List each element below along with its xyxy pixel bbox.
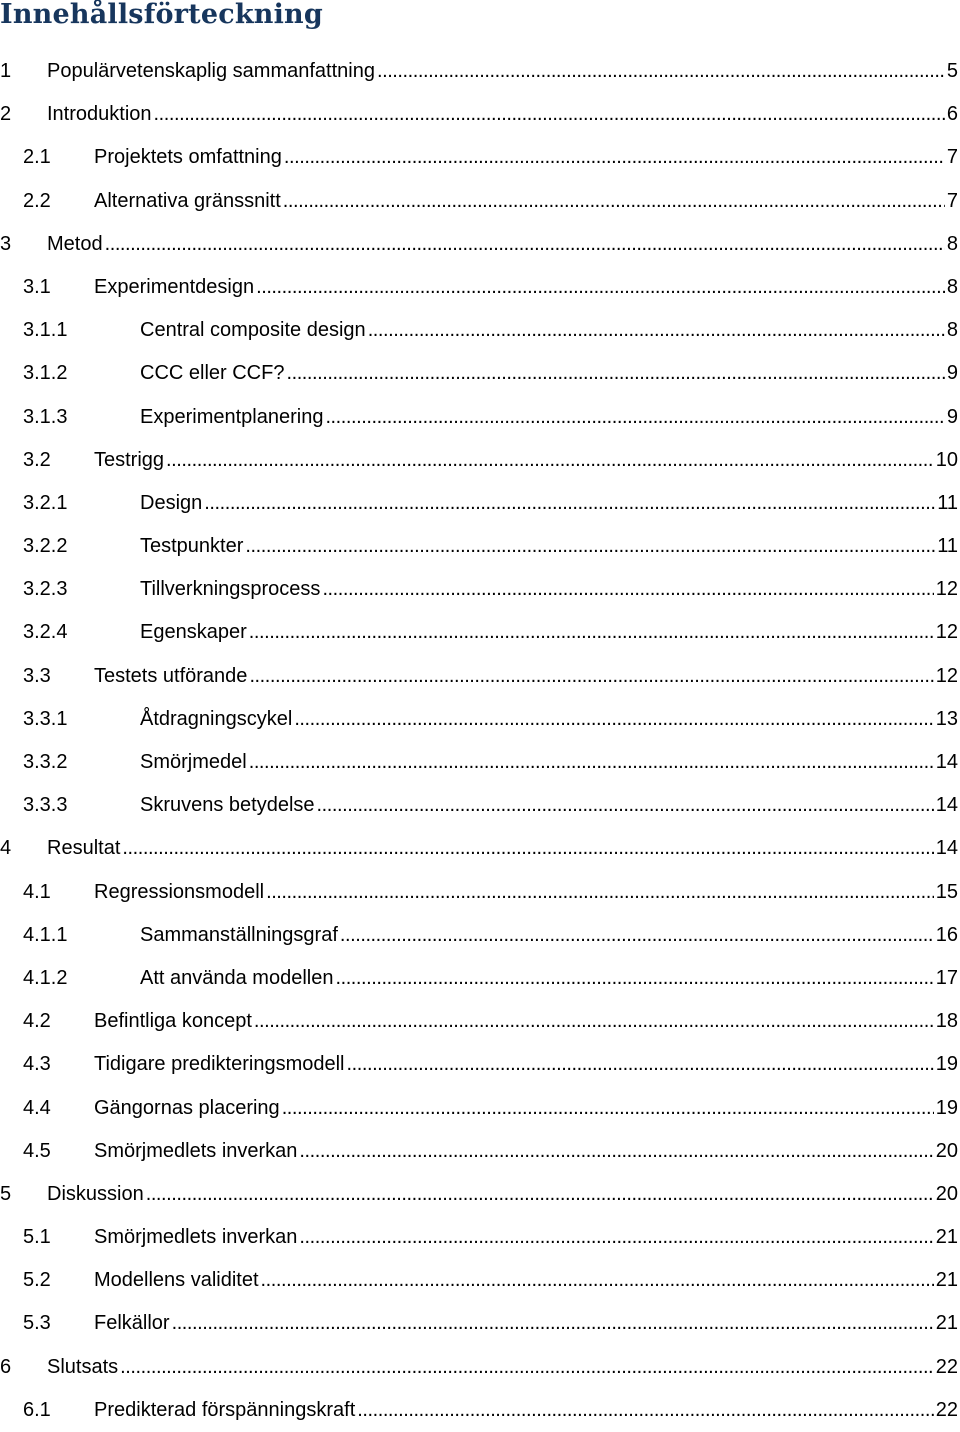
toc-entry-label: Regressionsmodell xyxy=(94,880,265,903)
toc-entry-link[interactable] xyxy=(140,482,960,525)
toc-dot-leader xyxy=(284,136,945,179)
toc-entry[interactable] xyxy=(0,1130,960,1173)
toc-page-number: 6 xyxy=(946,103,958,126)
toc-entry-number: 4.1.2 xyxy=(23,966,68,989)
toc-entry[interactable] xyxy=(0,1043,960,1086)
toc-entry-label: Smörjmedlets inverkan xyxy=(94,1139,298,1162)
toc-entry-number: 4.1 xyxy=(23,880,51,903)
toc-entry-link[interactable] xyxy=(94,180,960,223)
toc-entry[interactable] xyxy=(0,525,960,568)
toc-entry-number: 6 xyxy=(0,1355,12,1378)
toc-page-number: 21 xyxy=(935,1269,958,1292)
toc-page-number: 10 xyxy=(935,448,958,471)
toc-entry[interactable] xyxy=(0,611,960,654)
toc-entry-link[interactable] xyxy=(140,568,960,611)
toc-entry-link[interactable] xyxy=(47,50,960,93)
toc-entry[interactable] xyxy=(0,871,960,914)
toc-entry-label: Egenskaper xyxy=(140,621,247,644)
toc-entry-number: 3 xyxy=(0,232,12,255)
toc-entry-label: Att använda modellen xyxy=(140,966,334,989)
toc-page-number: 11 xyxy=(937,491,958,514)
toc-page-number: 19 xyxy=(935,1053,958,1076)
toc-entry-link[interactable] xyxy=(140,914,960,957)
toc-entry-number: 3.3.2 xyxy=(23,751,68,773)
toc-entry-link[interactable] xyxy=(94,136,960,179)
toc-entry-number: 5 xyxy=(0,1182,12,1205)
toc-dot-leader xyxy=(172,1302,934,1345)
toc-entry-link[interactable] xyxy=(47,1346,960,1389)
toc-entry-label: Smörjmedel xyxy=(140,751,247,773)
toc-entry-link[interactable] xyxy=(47,93,960,136)
toc-entry-label: Smörjmedlets inverkan xyxy=(94,1226,298,1249)
toc-entry-link[interactable] xyxy=(140,741,960,784)
toc-entry[interactable] xyxy=(0,1000,960,1043)
toc-page-number: 22 xyxy=(935,1355,958,1378)
toc-page-number: 14 xyxy=(935,837,958,860)
toc-page-number: 12 xyxy=(935,664,958,687)
toc-entry[interactable] xyxy=(0,1346,960,1389)
toc-entry-link[interactable] xyxy=(47,827,960,870)
toc-entry-link[interactable] xyxy=(140,352,960,395)
toc-entry-link[interactable] xyxy=(94,1130,960,1173)
toc-dot-leader xyxy=(105,223,945,266)
toc-dot-leader xyxy=(146,1173,934,1216)
toc-entry-link[interactable] xyxy=(94,871,960,914)
toc-entry[interactable] xyxy=(0,914,960,957)
toc-entry[interactable] xyxy=(0,1173,960,1216)
toc-entry-link[interactable] xyxy=(140,698,960,741)
toc-entry-label: Befintliga koncept xyxy=(94,1010,252,1033)
toc-entry-label: Skruvens betydelse xyxy=(140,794,315,817)
toc-dot-leader xyxy=(335,957,933,1000)
toc-page-number: 9 xyxy=(946,362,958,385)
toc-entry-label: Diskussion xyxy=(47,1182,144,1205)
toc-entry-number: 2.2 xyxy=(23,189,51,212)
toc-entry-label: Åtdragningscykel xyxy=(140,707,293,730)
toc-entry-number: 5.2 xyxy=(23,1269,51,1292)
toc-entry-link[interactable] xyxy=(140,525,960,568)
toc-entry[interactable] xyxy=(0,93,960,136)
toc-entry-link[interactable] xyxy=(140,784,960,827)
toc-dot-leader xyxy=(249,741,934,784)
toc-dot-leader xyxy=(377,50,945,93)
toc-dot-leader xyxy=(204,482,935,525)
toc-dot-leader xyxy=(286,352,944,395)
toc-dot-leader xyxy=(368,309,945,352)
toc-entry[interactable] xyxy=(0,1087,960,1130)
toc-dot-leader xyxy=(120,1346,934,1389)
toc-entry-number: 3.3.1 xyxy=(23,707,68,730)
toc-dot-leader xyxy=(317,784,934,827)
toc-dot-leader xyxy=(357,1389,934,1432)
toc-entry-number: 5.3 xyxy=(23,1312,51,1335)
toc-dot-leader xyxy=(340,914,934,957)
toc-entry-link[interactable] xyxy=(94,1259,960,1302)
toc-entry-number: 4.4 xyxy=(23,1096,51,1119)
toc-page-number: 8 xyxy=(946,319,958,342)
toc-entry-label: Metod xyxy=(47,232,103,255)
toc-entry-label: Modellens validitet xyxy=(94,1269,259,1292)
toc-page-number: 17 xyxy=(935,966,958,989)
toc-entry-number: 3.2.2 xyxy=(23,535,68,558)
toc-dot-leader xyxy=(294,698,933,741)
toc-entry-number: 2.1 xyxy=(23,146,51,169)
toc-entry-number: 4.3 xyxy=(23,1053,51,1076)
toc-page-number: 12 xyxy=(935,621,958,644)
toc-entry[interactable] xyxy=(0,1302,960,1345)
toc-entry[interactable] xyxy=(0,1216,960,1259)
toc-entry-link[interactable] xyxy=(94,1043,960,1086)
toc-entry-label: Alternativa gränssnitt xyxy=(94,189,281,212)
toc-entry-number: 3.1.2 xyxy=(23,362,68,385)
toc-page-number: 21 xyxy=(935,1226,958,1249)
toc-entry-label: Central composite design xyxy=(140,319,366,342)
toc-entry[interactable] xyxy=(0,957,960,1000)
toc-dot-leader xyxy=(283,180,945,223)
toc-entry-link[interactable] xyxy=(94,1389,960,1432)
toc-entry[interactable] xyxy=(0,180,960,223)
toc-entry[interactable] xyxy=(0,482,960,525)
toc-entry-label: Projektets omfattning xyxy=(94,146,282,169)
toc-dot-leader xyxy=(282,1087,934,1130)
toc-page-number: 15 xyxy=(935,880,958,903)
toc-page-number: 11 xyxy=(937,535,958,558)
toc-page-number: 9 xyxy=(946,405,958,428)
toc-dot-leader xyxy=(325,396,944,439)
toc-entry-label: Tillverkningsprocess xyxy=(140,578,321,601)
toc-dot-leader xyxy=(299,1216,933,1259)
toc-dot-leader xyxy=(245,525,935,568)
toc-entry-label: Introduktion xyxy=(47,103,152,126)
toc-entry[interactable] xyxy=(0,439,960,482)
toc-entry-label: Predikterad förspänningskraft xyxy=(94,1398,356,1421)
toc-entry-link[interactable] xyxy=(94,1087,960,1130)
toc-dot-leader xyxy=(256,266,945,309)
toc-entry-label: Resultat xyxy=(47,837,121,860)
toc-dot-leader xyxy=(322,568,933,611)
toc-entry[interactable] xyxy=(0,698,960,741)
toc-page-number: 13 xyxy=(935,707,958,730)
toc-dot-leader xyxy=(299,1130,933,1173)
toc-entry[interactable] xyxy=(0,266,960,309)
toc-entry[interactable] xyxy=(0,223,960,266)
toc-entry-number: 4.2 xyxy=(23,1010,51,1033)
toc-entry-label: Testrigg xyxy=(94,448,165,471)
toc-entry-link[interactable] xyxy=(94,266,960,309)
toc-entry[interactable] xyxy=(0,50,960,93)
toc-entry-label: Gängornas placering xyxy=(94,1096,280,1119)
toc-entry-link[interactable] xyxy=(94,1000,960,1043)
toc-entry-link[interactable] xyxy=(94,655,960,698)
toc-entry-number: 6.1 xyxy=(23,1398,51,1421)
toc-entry-number: 4.1.1 xyxy=(23,923,68,946)
toc-entry-number: 3.1.1 xyxy=(23,319,68,342)
toc-entry-link[interactable] xyxy=(94,1302,960,1345)
toc-page-number: 20 xyxy=(935,1182,958,1205)
toc-entry[interactable] xyxy=(0,396,960,439)
toc-entry-label: Experimentdesign xyxy=(94,275,255,298)
toc-entry-number: 4.5 xyxy=(23,1139,51,1162)
toc-page-number: 8 xyxy=(946,232,958,255)
toc-entry[interactable] xyxy=(0,309,960,352)
toc-entry[interactable] xyxy=(0,568,960,611)
toc-entry-link[interactable] xyxy=(47,223,960,266)
toc-entry[interactable] xyxy=(0,784,960,827)
toc-page-number: 12 xyxy=(935,578,958,601)
toc-dot-leader xyxy=(266,871,934,914)
toc-entry-number: 3.2.3 xyxy=(23,578,68,601)
toc-entry[interactable] xyxy=(0,741,960,784)
toc-dot-leader xyxy=(154,93,945,136)
toc-entry-link[interactable] xyxy=(140,309,960,352)
toc-page-number: 16 xyxy=(935,923,958,946)
toc-entry-number: 2 xyxy=(0,103,12,126)
toc-page-number: 19 xyxy=(935,1096,958,1119)
toc-entry-number: 3.2 xyxy=(23,448,51,471)
toc-dot-leader xyxy=(261,1259,934,1302)
toc-entry-link[interactable] xyxy=(94,439,960,482)
toc-entry-number: 4 xyxy=(0,837,12,860)
toc-entry-label: Testets utförande xyxy=(94,664,248,687)
toc-entry-label: Felkällor xyxy=(94,1312,170,1335)
toc-entry-label: Experimentplanering xyxy=(140,405,324,428)
toc-page-number: 18 xyxy=(935,1010,958,1033)
toc-title: Innehållsförteckning xyxy=(0,0,323,30)
toc-entry[interactable] xyxy=(0,1259,960,1302)
toc-entry-label: Tidigare predikteringsmodell xyxy=(94,1053,345,1076)
toc-dot-leader xyxy=(249,611,934,654)
toc-entry-number: 3.1 xyxy=(23,275,51,298)
toc-dot-leader xyxy=(347,1043,934,1086)
toc-entry-number: 3.2.4 xyxy=(23,621,68,644)
toc-entry-number: 3.3 xyxy=(23,664,51,687)
toc-entry-label: Populärvetenskaplig sammanfattning xyxy=(47,60,375,82)
toc-entry-link[interactable] xyxy=(140,611,960,654)
toc-page-number: 21 xyxy=(935,1312,958,1335)
toc-page-number: 20 xyxy=(935,1139,958,1162)
toc-entry-number: 3.1.3 xyxy=(23,405,68,428)
toc-page-number: 22 xyxy=(935,1398,958,1421)
toc-entry-label: CCC eller CCF? xyxy=(140,362,285,385)
toc-page-number: 7 xyxy=(946,146,958,169)
toc-page-number: 14 xyxy=(935,794,958,817)
toc-entry-number: 3.2.1 xyxy=(23,491,68,514)
toc-entry-label: Testpunkter xyxy=(140,535,244,558)
toc-page-number: 14 xyxy=(935,751,958,773)
toc-entry-number: 3.3.3 xyxy=(23,794,68,817)
toc-entry[interactable] xyxy=(0,655,960,698)
toc-dot-leader xyxy=(249,655,933,698)
toc-entry-number: 1 xyxy=(0,60,12,82)
toc-entry-link[interactable] xyxy=(94,1216,960,1259)
toc-dot-leader xyxy=(254,1000,934,1043)
toc-entry-link[interactable] xyxy=(140,957,960,1000)
toc-dot-leader xyxy=(122,827,933,870)
toc-dot-leader xyxy=(166,439,934,482)
toc-entry-link[interactable] xyxy=(47,1173,960,1216)
toc-page-number: 8 xyxy=(946,275,958,298)
toc-entry[interactable] xyxy=(0,352,960,395)
toc-entry-number: 5.1 xyxy=(23,1226,51,1249)
toc-entry-label: Design xyxy=(140,491,203,514)
toc-entry-link[interactable] xyxy=(140,396,960,439)
toc-entry[interactable] xyxy=(0,827,960,870)
toc-page-number: 5 xyxy=(946,60,958,82)
toc-page-number: 7 xyxy=(946,189,958,212)
toc-entry[interactable] xyxy=(0,1389,960,1432)
toc-entry-label: Slutsats xyxy=(47,1355,119,1378)
toc-entry-label: Sammanställningsgraf xyxy=(140,923,338,946)
table-of-contents xyxy=(0,50,960,1432)
toc-entry[interactable] xyxy=(0,136,960,179)
